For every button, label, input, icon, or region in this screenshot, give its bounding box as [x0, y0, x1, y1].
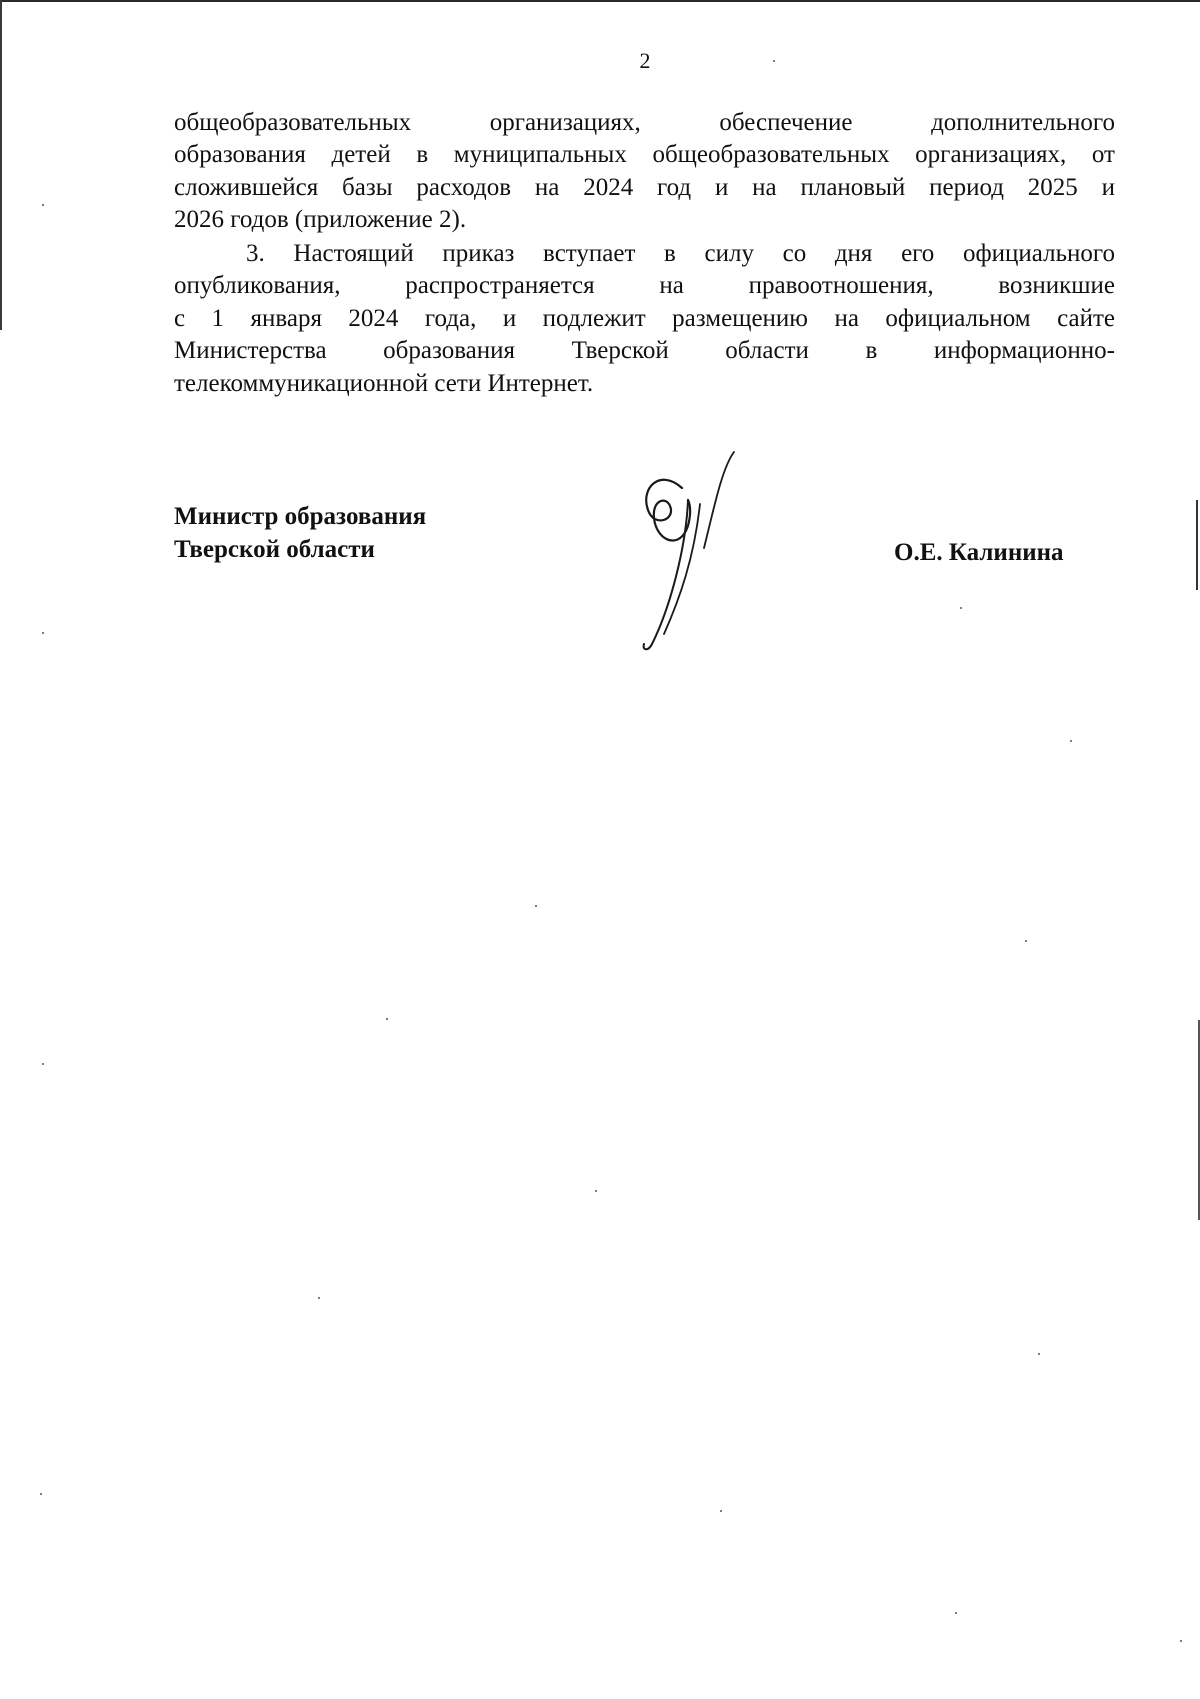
scan-speck — [595, 1190, 597, 1192]
text-line: с 1 января 2024 года, и подлежит размещению на официальном сайте — [174, 304, 1115, 332]
text-line: 3. Настоящий приказ вступает в силу со дня его официального — [246, 240, 1115, 267]
paragraph-item-3 — [174, 238, 1115, 400]
scan-speck — [42, 632, 44, 634]
text-line: опубликования, распространяется на правоотношения, возникшие — [174, 272, 1115, 300]
scan-edge-right — [1196, 500, 1198, 590]
scan-speck — [535, 905, 537, 907]
page-number: 2 — [639, 48, 651, 73]
scan-speck — [40, 1493, 42, 1495]
scan-speck — [1180, 1640, 1182, 1642]
text-line: общеобразовательных организациях, обеспечение дополнительного — [174, 109, 1115, 136]
text-line: телекоммуникационной сети Интернет. — [174, 369, 594, 397]
scan-speck — [1070, 740, 1072, 742]
signer-name: О.Е. Калинина — [894, 539, 1064, 566]
scan-speck — [955, 1612, 957, 1614]
text-line: сложившейся базы расходов на 2024 год и на плановый период 2025 и — [174, 173, 1115, 201]
scan-speck — [42, 1063, 44, 1065]
signer-title-line: Министр образования — [174, 503, 427, 530]
signer-title — [174, 500, 426, 566]
text-line: образования детей в муниципальных общеобразовательных организациях, от — [174, 141, 1115, 169]
scan-edge-top — [0, 0, 1200, 2]
scan-speck — [720, 1510, 722, 1512]
signer-title-line: Тверской области — [174, 536, 375, 563]
scan-speck — [960, 607, 962, 609]
scan-speck — [318, 1297, 320, 1299]
handwritten-signature — [630, 448, 750, 658]
text-line: 2026 годов (приложение 2). — [174, 206, 467, 234]
scan-speck — [42, 204, 44, 206]
scan-speck — [386, 1018, 388, 1020]
scan-speck — [1025, 940, 1027, 942]
paragraph-continuation — [174, 107, 1115, 237]
scan-speck — [1038, 1353, 1040, 1355]
text-line: Министерства образования Тверской области в информационно- — [174, 337, 1115, 365]
